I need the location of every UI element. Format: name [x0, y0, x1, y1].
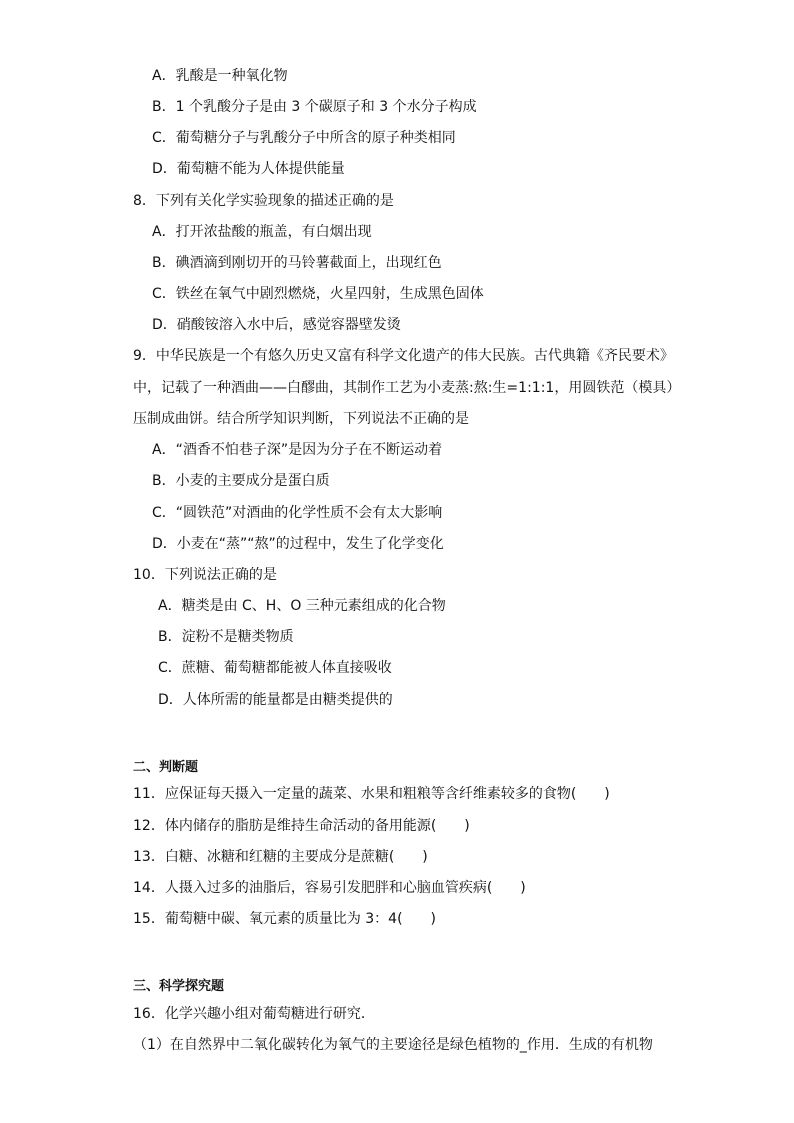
- q8-stem: 8．下列有关化学实验现象的描述正确的是: [133, 193, 394, 209]
- q7-option-a: A．乳酸是一种氧化物: [152, 68, 288, 84]
- section-3-title: 三、科学探究题: [133, 979, 225, 994]
- q8-option-b: B．碘酒滴到刚切开的马铃薯截面上，出现红色: [152, 255, 442, 271]
- q8-option-d: D．硝酸铵溶入水中后，感觉容器壁发烫: [152, 317, 401, 333]
- q9-stem-line-3: 压制成曲饼。结合所学知识判断，下列说法不正确的是: [133, 411, 469, 427]
- q15-item: 15．葡萄糖中碳、氧元素的质量比为 3：4( ): [133, 911, 437, 927]
- q9-option-c: C．“圆铁范”对酒曲的化学性质不会有太大影响: [152, 505, 443, 521]
- q7-option-b: B．1 个乳酸分子是由 3 个碳原子和 3 个水分子构成: [152, 99, 477, 115]
- q14-item: 14．人摄入过多的油脂后，容易引发肥胖和心脑血管疾病( ): [133, 880, 526, 896]
- q9-option-d: D．小麦在“蒸”“熬”的过程中，发生了化学变化: [152, 536, 444, 552]
- q10-option-d: D．人体所需的能量都是由糖类提供的: [158, 692, 393, 708]
- q8-option-c: C．铁丝在氧气中剧烈燃烧，火星四射，生成黑色固体: [152, 286, 484, 302]
- q8-option-a: A．打开浓盐酸的瓶盖，有白烟出现: [152, 224, 372, 240]
- q7-option-d: D．葡萄糖不能为人体提供能量: [152, 161, 345, 177]
- q10-option-c: C．蔗糖、葡萄糖都能被人体直接吸收: [158, 660, 392, 676]
- q9-option-b: B．小麦的主要成分是蛋白质: [152, 473, 330, 489]
- q7-option-c: C．葡萄糖分子与乳酸分子中所含的原子种类相同: [152, 130, 456, 146]
- q13-item: 13．白糖、冰糖和红糖的主要成分是蔗糖( ): [133, 849, 428, 865]
- q11-item: 11．应保证每天摄入一定量的蔬菜、水果和粗粮等含纤维素较多的食物( ): [133, 786, 610, 802]
- q16-stem: 16．化学兴趣小组对葡萄糖进行研究．: [133, 1006, 375, 1022]
- q10-option-b: B．淀粉不是糖类物质: [158, 629, 294, 645]
- q9-stem-line-1: 9．中华民族是一个有悠久历史又富有科学文化遗产的伟大民族。古代典籍《齐民要术》: [133, 348, 674, 364]
- q9-stem-line-2: 中，记载了一种酒曲——白醪曲，其制作工艺为小麦蒸:熬:生=1:1:1，用圆铁范（模具）: [133, 380, 681, 396]
- q12-item: 12．体内储存的脂肪是维持生命活动的备用能源( ): [133, 818, 470, 834]
- section-2-title: 二、判断题: [133, 760, 199, 775]
- q10-option-a: A．糖类是由 C、H、O 三种元素组成的化合物: [158, 598, 446, 614]
- q16-sub-question-1: （1）在自然界中二氧化碳转化为氧气的主要途径是绿色植物的_作用．生成的有机物: [133, 1037, 653, 1053]
- q10-stem: 10．下列说法正确的是: [133, 567, 277, 583]
- q9-option-a: A．“酒香不怕巷子深”是因为分子在不断运动着: [152, 442, 443, 458]
